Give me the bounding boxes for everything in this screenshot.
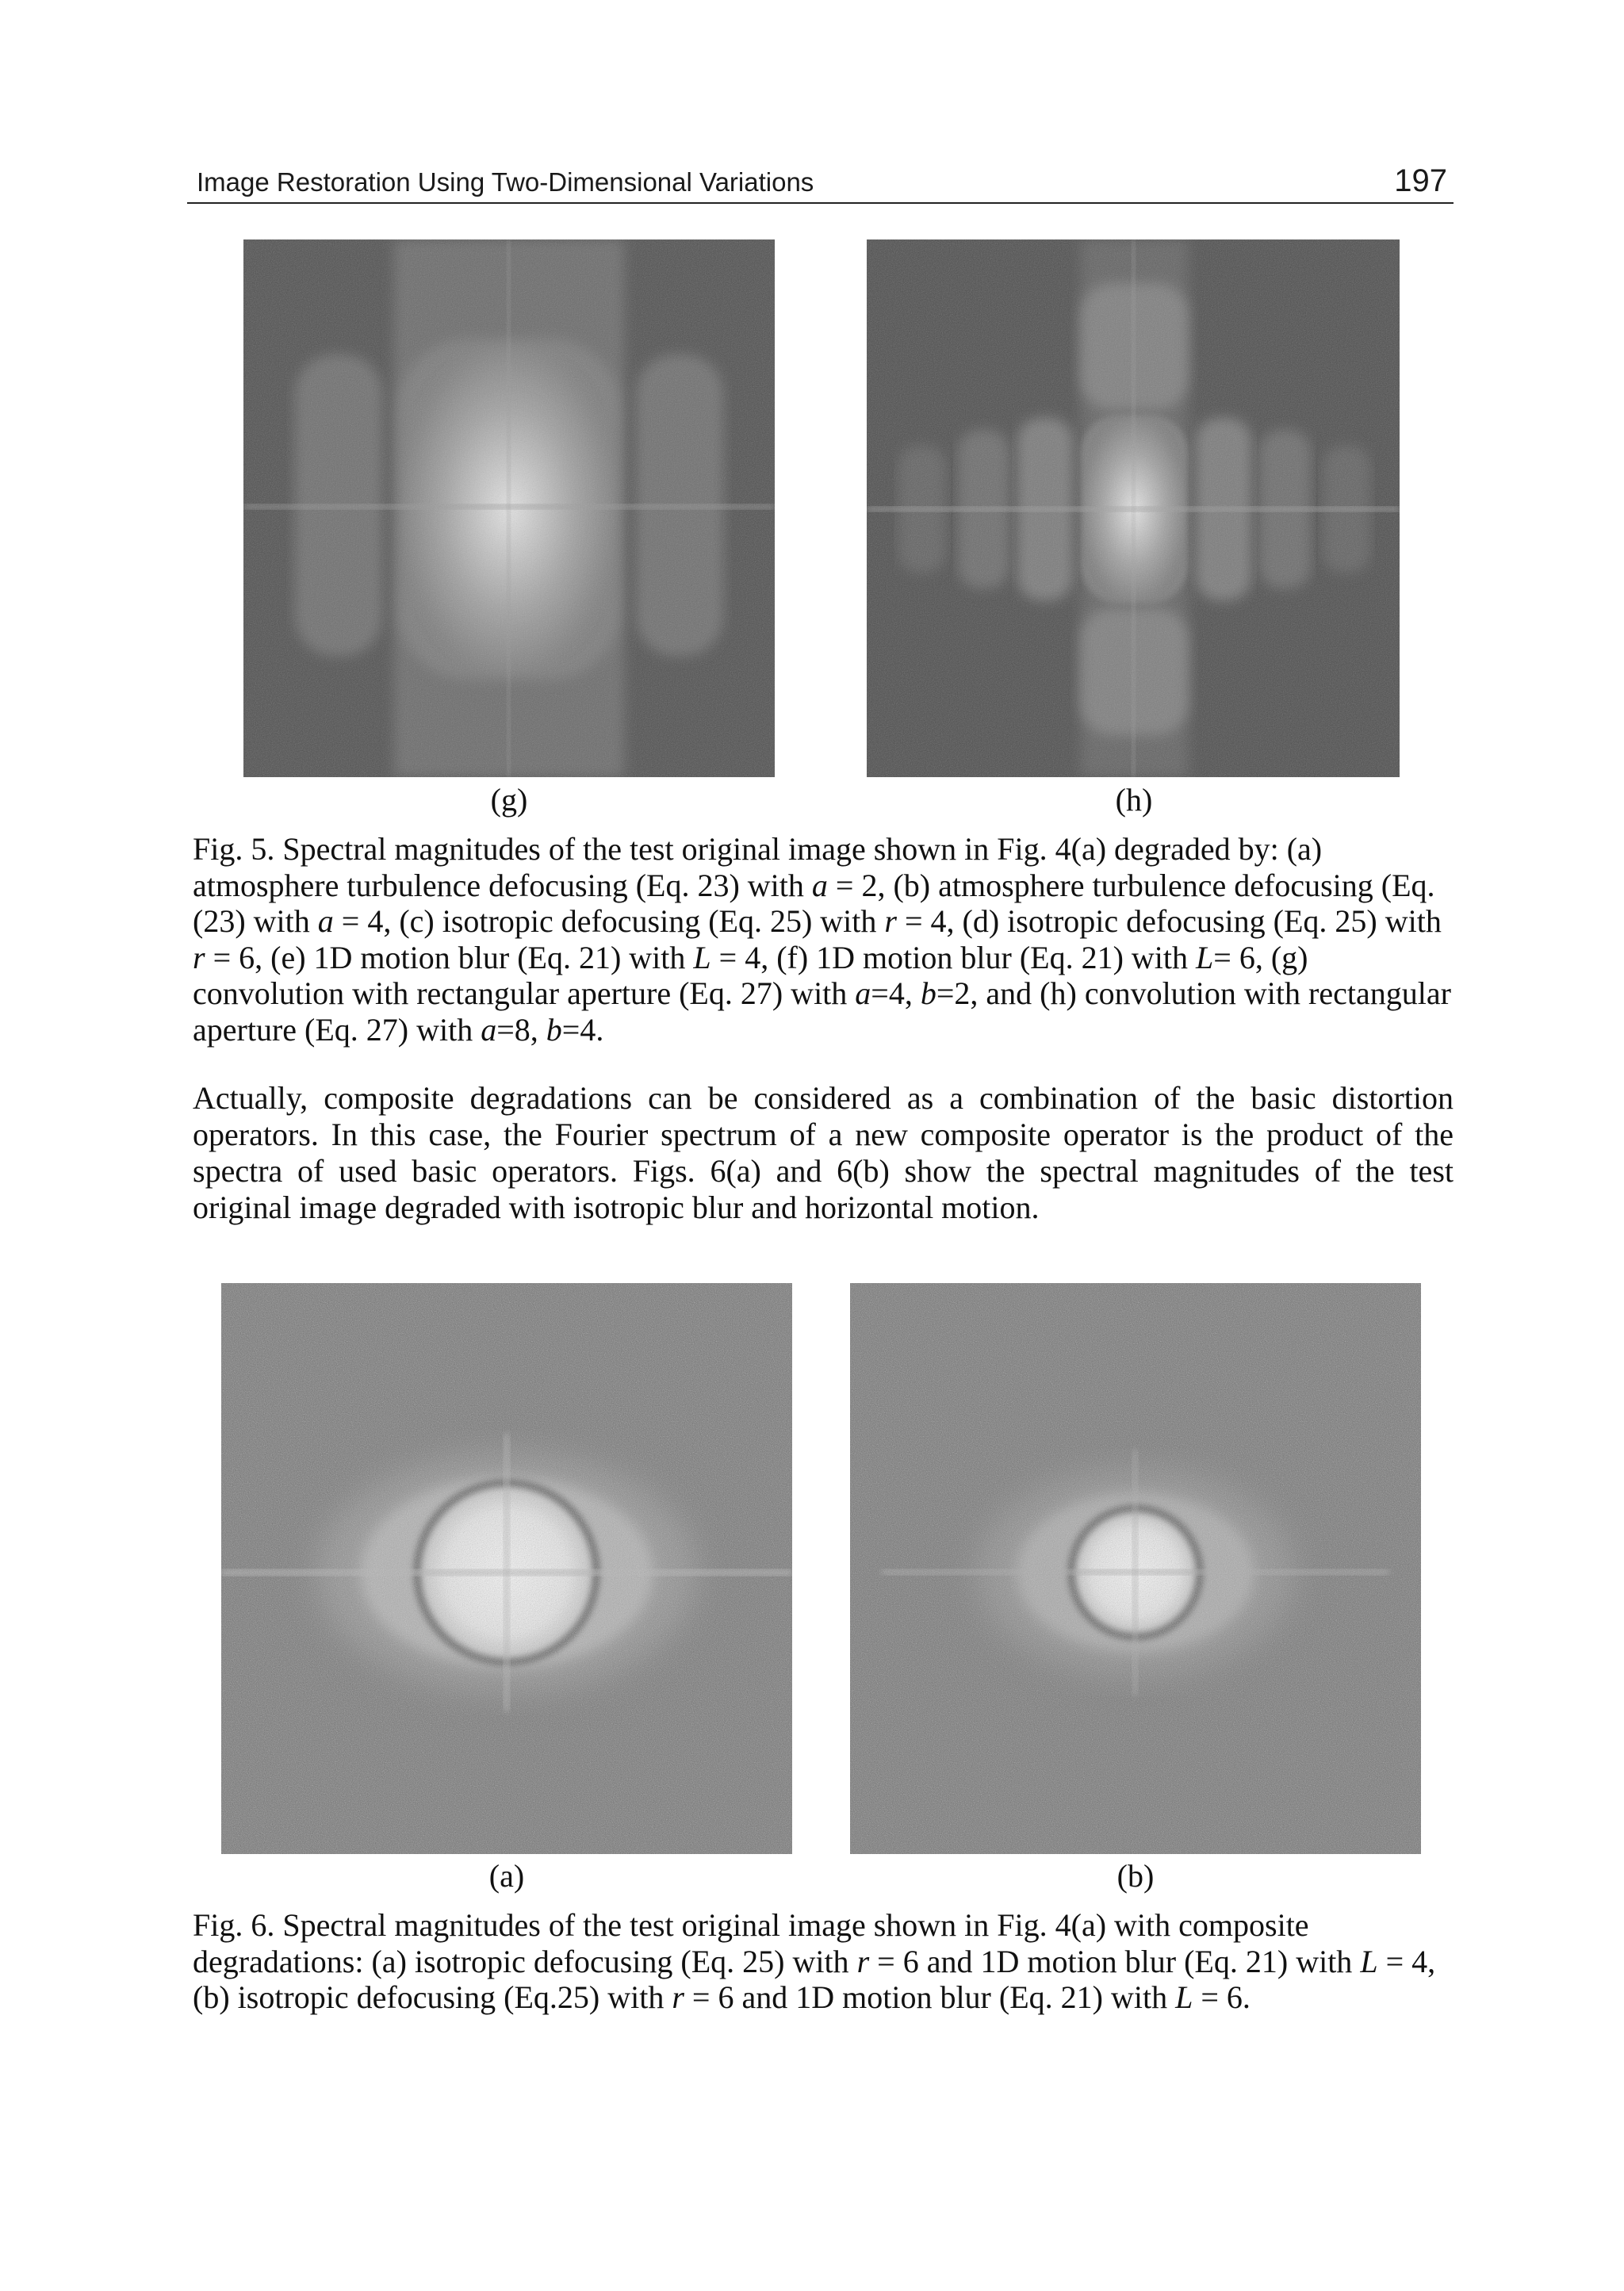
caption-text: = 4, (c) isotropic defocusing (Eq. 25) with bbox=[333, 903, 885, 939]
figure-6-panel-b-image bbox=[850, 1283, 1421, 1854]
page-number: 197 bbox=[1394, 163, 1447, 198]
figure-5-caption bbox=[193, 831, 1454, 1048]
running-title: Image Restoration Using Two-Dimensional Variations bbox=[197, 167, 814, 197]
caption-text: = 6 and 1D motion blur (Eq. 21) with bbox=[684, 1979, 1176, 2015]
caption-variable: L bbox=[1196, 939, 1214, 975]
caption-text: =2, and (h) convolution with rectangular aperture (Eq. 27) with bbox=[193, 975, 1451, 1048]
caption-variable: r bbox=[856, 1943, 870, 1979]
caption-text: =4. bbox=[561, 1011, 604, 1048]
figure-6-panel-a-image bbox=[221, 1283, 792, 1854]
caption-text: = 2, (b) atmosphere turbulence defocusing (Eq. (23) with bbox=[193, 867, 1435, 939]
figure-6-label-b: (b) bbox=[1116, 1858, 1155, 1894]
figure-6-caption bbox=[193, 1907, 1454, 2016]
caption-variable: r bbox=[884, 903, 897, 939]
caption-variable: a bbox=[855, 975, 871, 1011]
caption-text: Spectral magnitudes of the test original image shown in Fig. 4(a) with composite degradations: (a) isotropic defocusing (Eq. 25) with bbox=[193, 1907, 1309, 1979]
caption-text: = 6, (g) convolution with rectangular aperture (Eq. 27) with bbox=[193, 939, 1308, 1011]
caption-variable: r bbox=[672, 1979, 684, 2015]
caption-variable: L bbox=[1175, 1979, 1193, 2015]
caption-variable: L bbox=[693, 939, 711, 975]
caption-text: = 4, (b) isotropic defocusing (Eq.25) with bbox=[193, 1943, 1436, 2015]
caption-text: =8, bbox=[496, 1011, 546, 1048]
caption-variable: b bbox=[920, 975, 936, 1011]
figure-5-label-h: (h) bbox=[1115, 782, 1153, 818]
caption-variable: a bbox=[317, 903, 334, 939]
caption-variable: r bbox=[193, 939, 205, 975]
figure-6-caption-prefix: Fig. 6. bbox=[193, 1907, 275, 1943]
caption-text: = 6 and 1D motion blur (Eq. 21) with bbox=[869, 1943, 1361, 1979]
caption-variable: a bbox=[811, 867, 828, 903]
caption-text: = 6. bbox=[1193, 1979, 1251, 2015]
running-header bbox=[187, 163, 1454, 204]
figure-5-panel-h-image bbox=[867, 239, 1400, 777]
figure-5-label-g: (g) bbox=[490, 782, 528, 818]
caption-text: = 4, (d) isotropic defocusing (Eq. 25) with bbox=[896, 903, 1442, 939]
caption-text: = 6, (e) 1D motion blur (Eq. 21) with bbox=[205, 939, 694, 975]
figure-5-panel-g-image bbox=[243, 239, 775, 777]
caption-variable: b bbox=[546, 1011, 562, 1048]
caption-text: Spectral magnitudes of the test original image shown in Fig. 4(a) degraded by: (a) atmosphere turbulence defocusing (Eq. 23) with bbox=[193, 831, 1323, 903]
figure-5-caption-prefix: Fig. 5. bbox=[193, 831, 275, 867]
body-paragraph: Actually, composite degradations can be considered as a combination of the basic distortion operators. In this case, the Fourier spectrum of a new composite operator is the product of the spectra of used basic operators. Figs. 6(a) and 6(b) show the spectral magnitudes of the test original image degraded with isotropic blur and horizontal motion. bbox=[193, 1080, 1454, 1225]
figure-6-label-a: (a) bbox=[488, 1858, 525, 1894]
caption-variable: L bbox=[1360, 1943, 1378, 1979]
caption-text: = 4, (f) 1D motion blur (Eq. 21) with bbox=[710, 939, 1197, 975]
caption-text: =4, bbox=[871, 975, 921, 1011]
caption-variable: a bbox=[481, 1011, 497, 1048]
